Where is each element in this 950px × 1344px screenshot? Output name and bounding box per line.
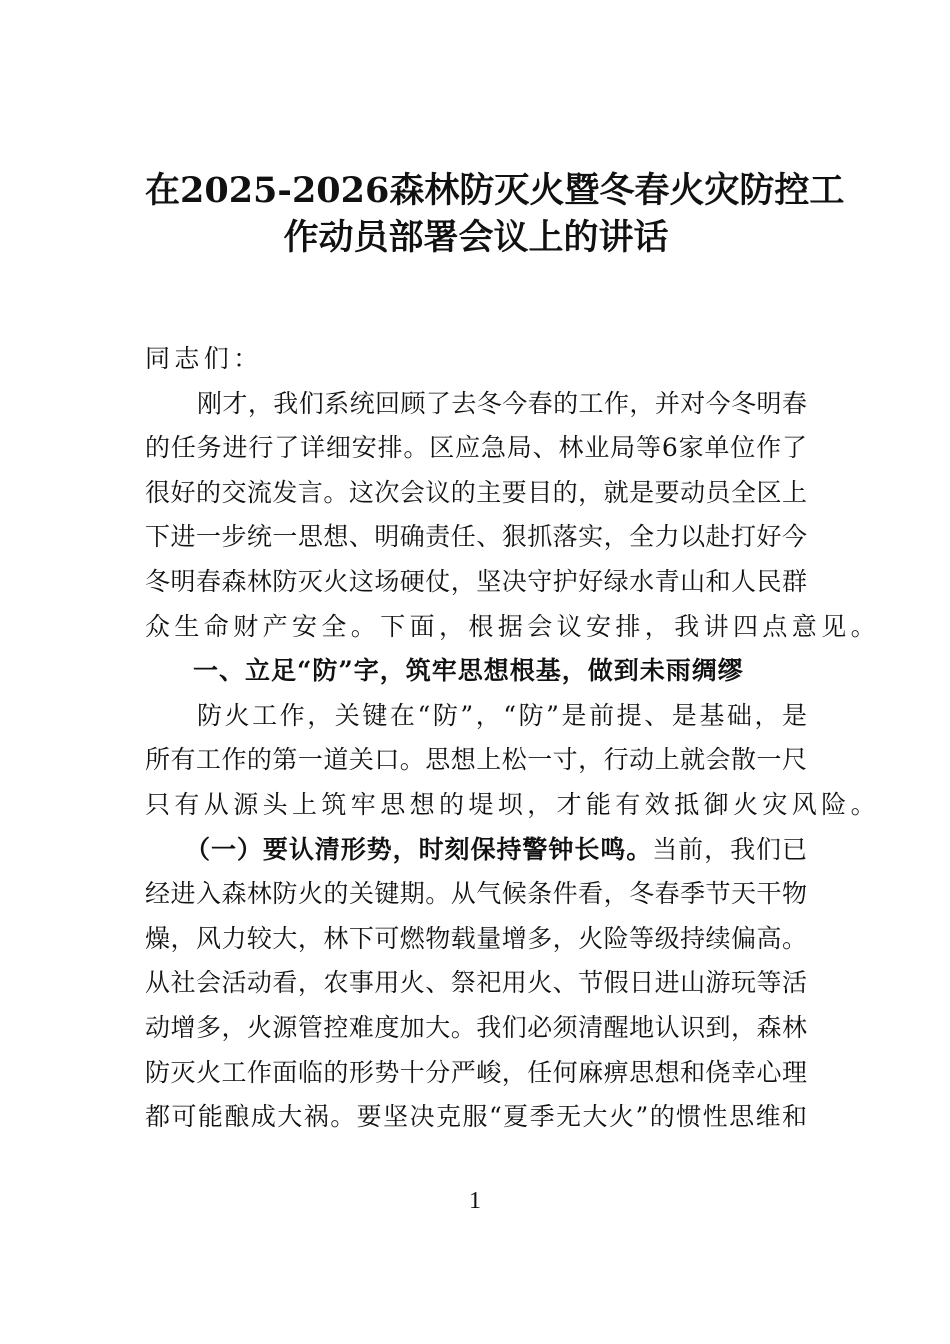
document-title-line-2: 作动员部署会议上的讲话: [283, 217, 669, 258]
section-para-line: 只有从源头上筑牢思想的堤坝，才能有效抵御火灾风险。: [145, 789, 881, 819]
section-heading: 一、立足“防”字，筑牢思想根基，做到未雨绸缪: [193, 656, 744, 686]
subsection-line: 防灭火工作面临的形势十分严峻，任何麻痹思想和侥幸心理: [145, 1057, 807, 1087]
intro-line: 众生命财产安全。下面，根据会议安排，我讲四点意见。: [145, 611, 881, 641]
subsection-heading: （一）要认清形势，时刻保持警钟长鸣。: [185, 834, 653, 864]
document-title-line-1: 在2025-2026森林防灭火暨冬春火灾防控工: [145, 170, 845, 211]
subsection-first-line: [145, 828, 807, 873]
subsection-line: 动增多，火源管控难度加大。我们必须清醒地认识到，森林: [145, 1012, 807, 1042]
subsection-line: 从社会活动看，农事用火、祭祀用火、节假日进山游玩等活: [145, 968, 807, 998]
document-body: [145, 337, 881, 1140]
intro-line: 刚才，我们系统回顾了去冬今春的工作，并对今冬明春: [197, 388, 807, 418]
subsection-line: 经进入森林防火的关键期。从气候条件看，冬春季节天干物: [145, 879, 807, 909]
subsection-text: 当前，我们已: [652, 834, 807, 864]
salutation: 同志们：: [145, 344, 263, 373]
subsection-line: 燥，风力较大，林下可燃物载量增多，火险等级持续偏高。: [145, 923, 807, 953]
section-para-line: 所有工作的第一道关口。思想上松一寸，行动上就会散一尺: [145, 745, 807, 775]
subsection-line: 都可能酿成大祸。要坚决克服“夏季无大火”的惯性思维和: [145, 1102, 807, 1132]
section-para-line: 防火工作，关键在“防”，“防”是前提、是基础，是: [197, 700, 807, 730]
intro-line: 很好的交流发言。这次会议的主要目的，就是要动员全区上: [145, 477, 807, 507]
intro-line: 下进一步统一思想、明确责任、狠抓落实，全力以赴打好今: [145, 522, 807, 552]
intro-line: 冬明春森林防灭火这场硬仗，坚决守护好绿水青山和人民群: [145, 566, 807, 596]
intro-line: 的任务进行了详细安排。区应急局、林业局等6家单位作了: [145, 433, 807, 463]
page-number: 1: [469, 1188, 481, 1214]
